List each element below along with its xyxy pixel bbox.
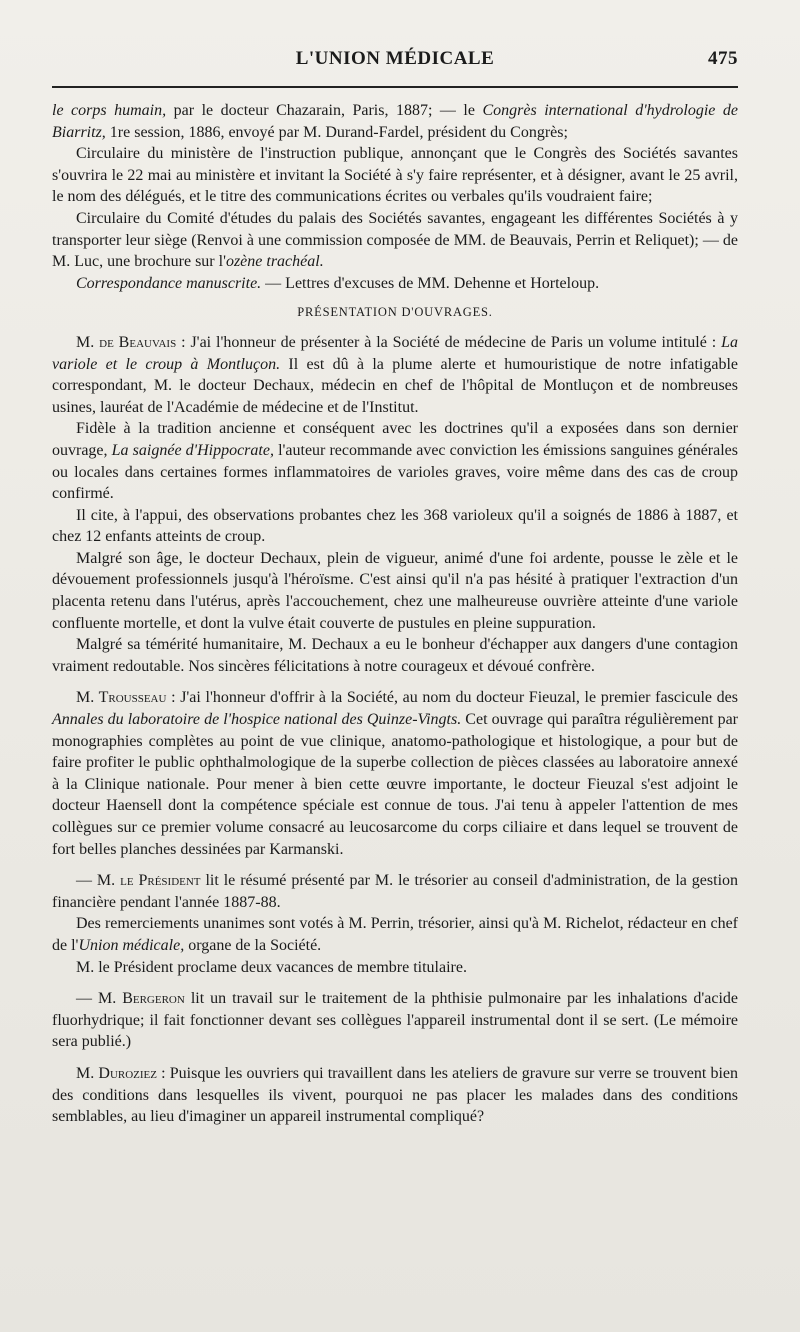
- paragraph-congratulations: Malgré sa témérité humanitaire, M. Dechaux a eu le bonheur d'échapper aux dangers d'une contagion vraiment redoutable. Nos sincères félicitations à notre courageux et dévoué confrère.: [52, 636, 738, 675]
- paragraph-observations: Il cite, à l'appui, des observations probantes chez les 368 varioleux qu'il a soignés de 1886 à 1887, et chez 12 enfants atteints de croup.: [52, 506, 738, 546]
- paragraph-committee-circular: [52, 208, 738, 273]
- text-run: Circulaire du Comité d'études du palais des Sociétés savantes, engageant les différentes Sociétés à y transporter leur siège (Renvoi à une commission composée de MM. de Beauvais, Perrin et Reliquet); — de M. Luc, une brochure sur l': [52, 209, 738, 271]
- italic-title: le corps humain,: [52, 102, 167, 119]
- paragraph-president-report: [52, 870, 738, 913]
- speaker-name: le Président: [120, 872, 201, 890]
- text-run: — M.: [76, 872, 121, 890]
- paragraph-correspondence: [52, 273, 738, 295]
- paragraph-ministry-circular: Circulaire du ministère de l'instruction publique, annonçant que le Congrès des Sociétés savantes s'ouvrira le 22 mai au ministère et invitant la Société à s'y faire représenter, et à désigner, avant le 25 avril, le nom des délégués, et le titre des communications écrites ou verbales qu'ils voudraient faire;: [52, 145, 738, 206]
- header-rule: [52, 86, 738, 88]
- speaker-name: Bergeron: [122, 990, 185, 1008]
- text-run: : J'ai l'honneur de présenter à la Société de médecine de Paris un volume intitulé :: [176, 333, 722, 351]
- speaker-name: M. de Beauvais: [76, 333, 177, 351]
- journal-title: L'UNION MÉDICALE: [295, 48, 495, 69]
- paragraph-tradition: [52, 418, 738, 504]
- text-run: — Lettres d'excuses de MM. Dehenne et Horteloup.: [261, 274, 600, 292]
- paragraph-de-beauvais: [52, 332, 738, 418]
- italic-title: La variole et le croup à Montluçon.: [52, 333, 738, 373]
- text-run: organe de la Société.: [184, 936, 322, 954]
- text-run: Cet ouvrage qui paraîtra régulièrement par monographies complètes au point de vue clinique, anatomo-pathologique et histologique, a pour but de faire profiter le public ophthalmologique de la superbe collection de pièces classées au laboratoire annexé à la Clinique nationale. Pour mener à bien cette œuvre importante, le docteur Fieuzal s'est adjoint le docteur Haensell dont la compétence spéciale est connue de tous. J'ai tenu à appeler l'attention de mes collègues sur ce premier volume consacré au leucosarcome du corps ciliaire et dans lequel se trouvent de fort belles planches dessinées par Karmanski.: [52, 711, 738, 858]
- speaker-name: M. Duroziez: [76, 1064, 157, 1082]
- paragraph-books-received: [52, 100, 738, 143]
- paragraph-thanks: [52, 913, 738, 956]
- italic-title: La saignée d'Hippocrate,: [111, 441, 274, 459]
- running-header: [52, 48, 738, 80]
- text-run: lit un travail sur le traitement de la phthisie pulmonaire par les inhalations d'acide fluorhydrique; il fait fonctionner devant ses collègues l'appareil instrumental dont il se sert. (Le mémoire sera publié.): [52, 990, 738, 1051]
- text-run: : J'ai l'honneur d'offrir à la Société, au nom du docteur Fieuzal, le premier fascicule des: [166, 689, 738, 707]
- text-run: — M.: [76, 990, 123, 1008]
- text-run: Il est dû à la plume alerte et humouristique de notre infatigable correspondant, M. le docteur Dechaux, médecin en chef de l'hôpital de Montluçon et de nombreuses usines, lauréat de l'Académie de médecine et de l'Institut.: [52, 355, 739, 416]
- paragraph-heroism: Malgré son âge, le docteur Dechaux, plein de vigueur, animé d'une foi ardente, pousse le zèle et le dévouement professionnels jusqu'à l'héroïsme. C'est ainsi qu'il n'a pas hésité à pratiquer l'extraction d'un placenta retenu dans l'utérus, après l'accouchement, chez une malheureuse ouvrière atteinte d'une variole confluente mortelle, et dont la vulve était couverte de pustules en pleine suppuration.: [52, 549, 738, 632]
- speaker-name: M. Trousseau: [76, 689, 167, 707]
- text-run: 1re session, 1886, envoyé par M. Durand-Fardel, président du Congrès;: [105, 123, 568, 141]
- italic-title: Union médicale,: [78, 936, 185, 954]
- text-run: Des remerciements unanimes sont votés à M. Perrin, trésorier, ainsi qu'à M. Richelot, rédacteur en chef de l': [52, 915, 738, 954]
- paragraph-duroziez: [52, 1063, 738, 1128]
- text-run: Fidèle à la tradition ancienne et conséquent avec les doctrines qu'il a exposées dans son dernier ouvrage,: [52, 420, 738, 459]
- text-run: : Puisque les ouvriers qui travaillent dans les ateliers de gravure sur verre se trouvent bien des conditions dans lesquelles ils vivent, pourquoi ne pas placer les malades dans des conditions semblables, au lieu d'imaginer un appareil instrumental compliqué?: [52, 1064, 738, 1126]
- page-number: 475: [708, 48, 738, 69]
- italic-title: Annales du laboratoire de l'hospice national des Quinze-Vingts.: [52, 711, 462, 729]
- text-run: par le docteur Chazarain, Paris, 1887; — le: [166, 102, 483, 119]
- text-run: lit le résumé présenté par M. le trésorier au conseil d'administration, de la gestion financière pendant l'année 1887-88.: [52, 872, 739, 911]
- paragraph-vacancies: M. le Président proclame deux vacances de membre titulaire.: [76, 958, 467, 976]
- paragraph-bergeron: [52, 988, 738, 1053]
- article-body: [52, 100, 738, 1128]
- italic-title: Congrès international d'hydrologie de Biarritz,: [52, 102, 739, 141]
- italic-heading: Correspondance manuscrite.: [76, 274, 262, 292]
- section-heading: PRÉSENTATION D'OUVRAGES.: [297, 305, 493, 320]
- text-run: l'auteur recommande avec conviction les émissions sanguines générales ou locales dans certaines formes inflammatoires de varioles graves, voire même dans des cas de croup confirmé.: [52, 441, 739, 503]
- paragraph-trousseau: [52, 687, 738, 860]
- italic-title: ozène trachéal.: [225, 253, 324, 271]
